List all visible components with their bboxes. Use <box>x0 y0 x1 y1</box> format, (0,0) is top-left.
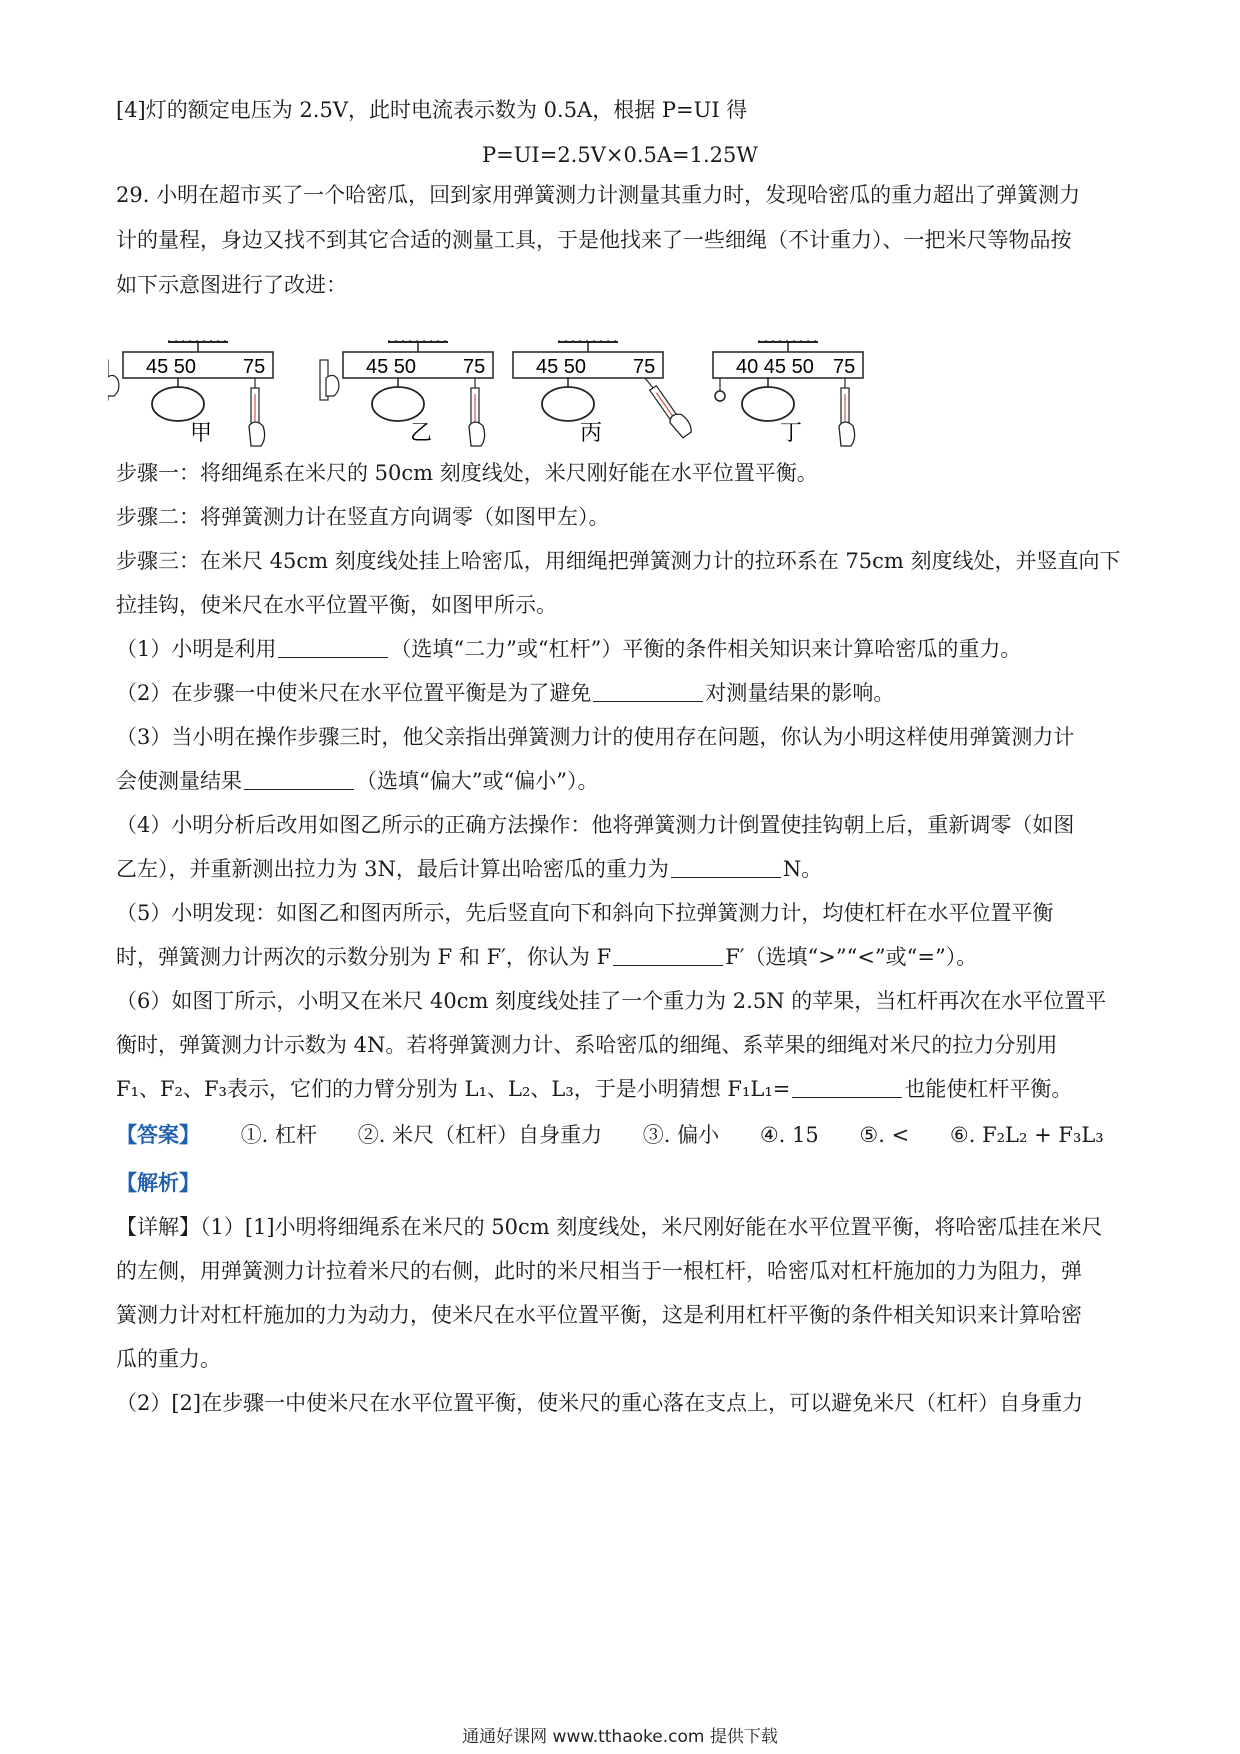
figure-caption: 丙 <box>580 421 603 446</box>
answer-item: ⑥. F₂L₂ + F₃L₃ <box>949 1123 1104 1147</box>
step-text: 步骤二：将弹簧测力计在竖直方向调零（如图甲左）。 <box>116 505 610 529</box>
melon <box>152 387 204 421</box>
answer-blank[interactable] <box>792 1077 902 1098</box>
ruler-tick-label: 45 50 <box>366 356 417 378</box>
sub-question-2: （2）在步骤一中使米尺在水平位置平衡是为了避免 对测量结果的影响。 <box>116 681 895 705</box>
ceiling-hatch <box>165 340 170 342</box>
lever-figure <box>513 340 694 446</box>
prev-answer-line: [4]灯的额定电压为 2.5V，此时电流表示数为 0.5A，根据 P=UI 得 <box>116 98 748 122</box>
hand-icon <box>469 422 485 446</box>
hand-icon <box>326 375 339 396</box>
sub-question-5: （5）小明发现：如图乙和图丙所示，先后竖直向下和斜向下拉弹簧测力计，均使杠杆在水平位置平衡 <box>116 901 1054 925</box>
formula-line: P=UI=2.5V×0.5A=1.25W <box>482 143 758 167</box>
figure-caption: 乙 <box>410 421 433 446</box>
ruler-tick-label: 45 50 <box>146 356 197 378</box>
question-text: 29. 小明在超市买了一个哈密瓜，回到家用弹簧测力计测量其重力时，发现哈密瓜的重力超出了弹簧测力 <box>116 183 1081 207</box>
figure-caption: 甲 <box>190 421 213 446</box>
answer-item: ②. 米尺（杠杆）自身重力 <box>357 1123 603 1147</box>
answer-blank[interactable] <box>593 681 703 702</box>
explanation-text: 簧测力计对杠杆施加的力为动力，使米尺在水平位置平衡，这是利用杠杆平衡的条件相关知识来计算哈密 <box>116 1303 1082 1327</box>
scale-spring <box>656 393 673 418</box>
sub-question-6: 衡时，弹簧测力计示数为 4N。若将弹簧测力计、系哈密瓜的细绳、系苹果的细绳对米尺的拉力分别用 <box>116 1033 1058 1057</box>
figure-caption: 丁 <box>780 421 803 446</box>
ruler-tick-label: 75 <box>243 356 266 378</box>
spring-scale <box>839 388 855 446</box>
apple <box>715 391 725 401</box>
step-text: 步骤一：将细绳系在米尺的 50cm 刻度线处，米尺刚好能在水平位置平衡。 <box>116 461 818 485</box>
ruler-tick-label: 40 45 50 <box>736 356 814 378</box>
sub-question-3: （3）当小明在操作步骤三时，他父亲指出弹簧测力计的使用存在问题，你认为小明这样使用弹簧测力计 <box>116 725 1075 749</box>
question-text: 如下示意图进行了改进： <box>116 273 347 297</box>
ceiling-hatch <box>755 340 760 342</box>
explanation-text: 的左侧，用弹簧测力计拉着米尺的右侧，此时的米尺相当于一根杠杆，哈密瓜对杠杆施加的力为阻力，弹 <box>116 1259 1082 1283</box>
lever-diagrams <box>108 340 968 450</box>
answer-blank[interactable] <box>244 769 354 790</box>
ruler-tick-label: 75 <box>833 356 856 378</box>
question-text: 计的量程，身边又找不到其它合适的测量工具，于是他找来了一些细绳（不计重力）、一把米尺等物品按 <box>116 228 1072 252</box>
lever-figure <box>320 340 493 446</box>
analysis-label: 【解析】 <box>116 1170 200 1195</box>
sub-question-4: （4）小明分析后改用如图乙所示的正确方法操作：他将弹簧测力计倒置使挂钩朝上后，重新调零（如图 <box>116 813 1075 837</box>
melon <box>542 387 594 421</box>
spring-scale <box>469 388 485 446</box>
melon <box>742 387 794 421</box>
explanation-text: 【详解】（1）[1]小明将细绳系在米尺的 50cm 刻度线处，米尺刚好能在水平位置平衡，将哈密瓜挂在米尺 <box>116 1215 1103 1239</box>
answer-item: ④. 15 <box>759 1123 819 1147</box>
sub-question-6: （6）如图丁所示，小明又在米尺 40cm 刻度线处挂了一个重力为 2.5N 的苹果，当杠杆再次在水平位置平 <box>116 989 1107 1013</box>
step-text: 拉挂钩，使米尺在水平位置平衡，如图甲所示。 <box>116 593 557 617</box>
sub-question-1: （1）小明是利用 （选填“二力”或“杠杆”）平衡的条件相关知识来计算哈密瓜的重力。 <box>116 637 1022 661</box>
ruler-tick-label: 75 <box>463 356 486 378</box>
step-text: 步骤三：在米尺 45cm 刻度线处挂上哈密瓜，用细绳把弹簧测力计的拉环系在 75cm 刻度线处，并竖直向下 <box>116 549 1121 573</box>
ceiling-hatch <box>555 340 560 342</box>
lever-figure <box>108 340 273 446</box>
sub-question-4: 乙左），并重新测出拉力为 3N，最后计算出哈密瓜的重力为 N。 <box>116 857 823 881</box>
sub-question-3: 会使测量结果 （选填“偏大”或“偏小”）。 <box>116 769 599 793</box>
answer-item: ⑤. < <box>859 1123 910 1147</box>
sub-question-5: 时，弹簧测力计两次的示数分别为 F 和 F′，你认为 F F′（选填“>”“<”或“=”）。 <box>116 945 978 969</box>
sub-question-6: F₁、F₂、F₃表示，它们的力臂分别为 L₁、L₂、L₃，于是小明猜想 F₁L₁= 也能使杠杆平衡。 <box>116 1077 1073 1101</box>
ruler-tick-label: 45 50 <box>536 356 587 378</box>
ceiling-hatch <box>385 340 390 342</box>
answer-item: ①. 杠杆 <box>240 1123 318 1147</box>
hand-icon <box>839 422 855 446</box>
answer-blank[interactable] <box>671 857 781 878</box>
hand-icon <box>249 422 265 446</box>
melon <box>372 387 424 421</box>
ruler-tick-label: 75 <box>633 356 656 378</box>
lever-figure <box>713 340 863 446</box>
answer-label: 【答案】 <box>116 1122 200 1147</box>
answer-blank[interactable] <box>278 637 388 658</box>
answer-row <box>116 1120 1138 1150</box>
answer-blank[interactable] <box>613 945 723 966</box>
spring-scale <box>249 388 265 446</box>
spring-scale <box>648 382 694 438</box>
footer-watermark: 通通好课网 www.tthaoke.com 提供下载 <box>462 1727 778 1747</box>
hand-icon <box>108 375 119 396</box>
explanation-text: 瓜的重力。 <box>116 1347 221 1371</box>
explanation-text: （2）[2]在步骤一中使米尺在水平位置平衡，使米尺的重心落在支点上，可以避免米尺（杠杆）自身重力 <box>116 1391 1084 1415</box>
answer-item: ③. 偏小 <box>642 1123 720 1147</box>
scale-string <box>645 378 653 388</box>
